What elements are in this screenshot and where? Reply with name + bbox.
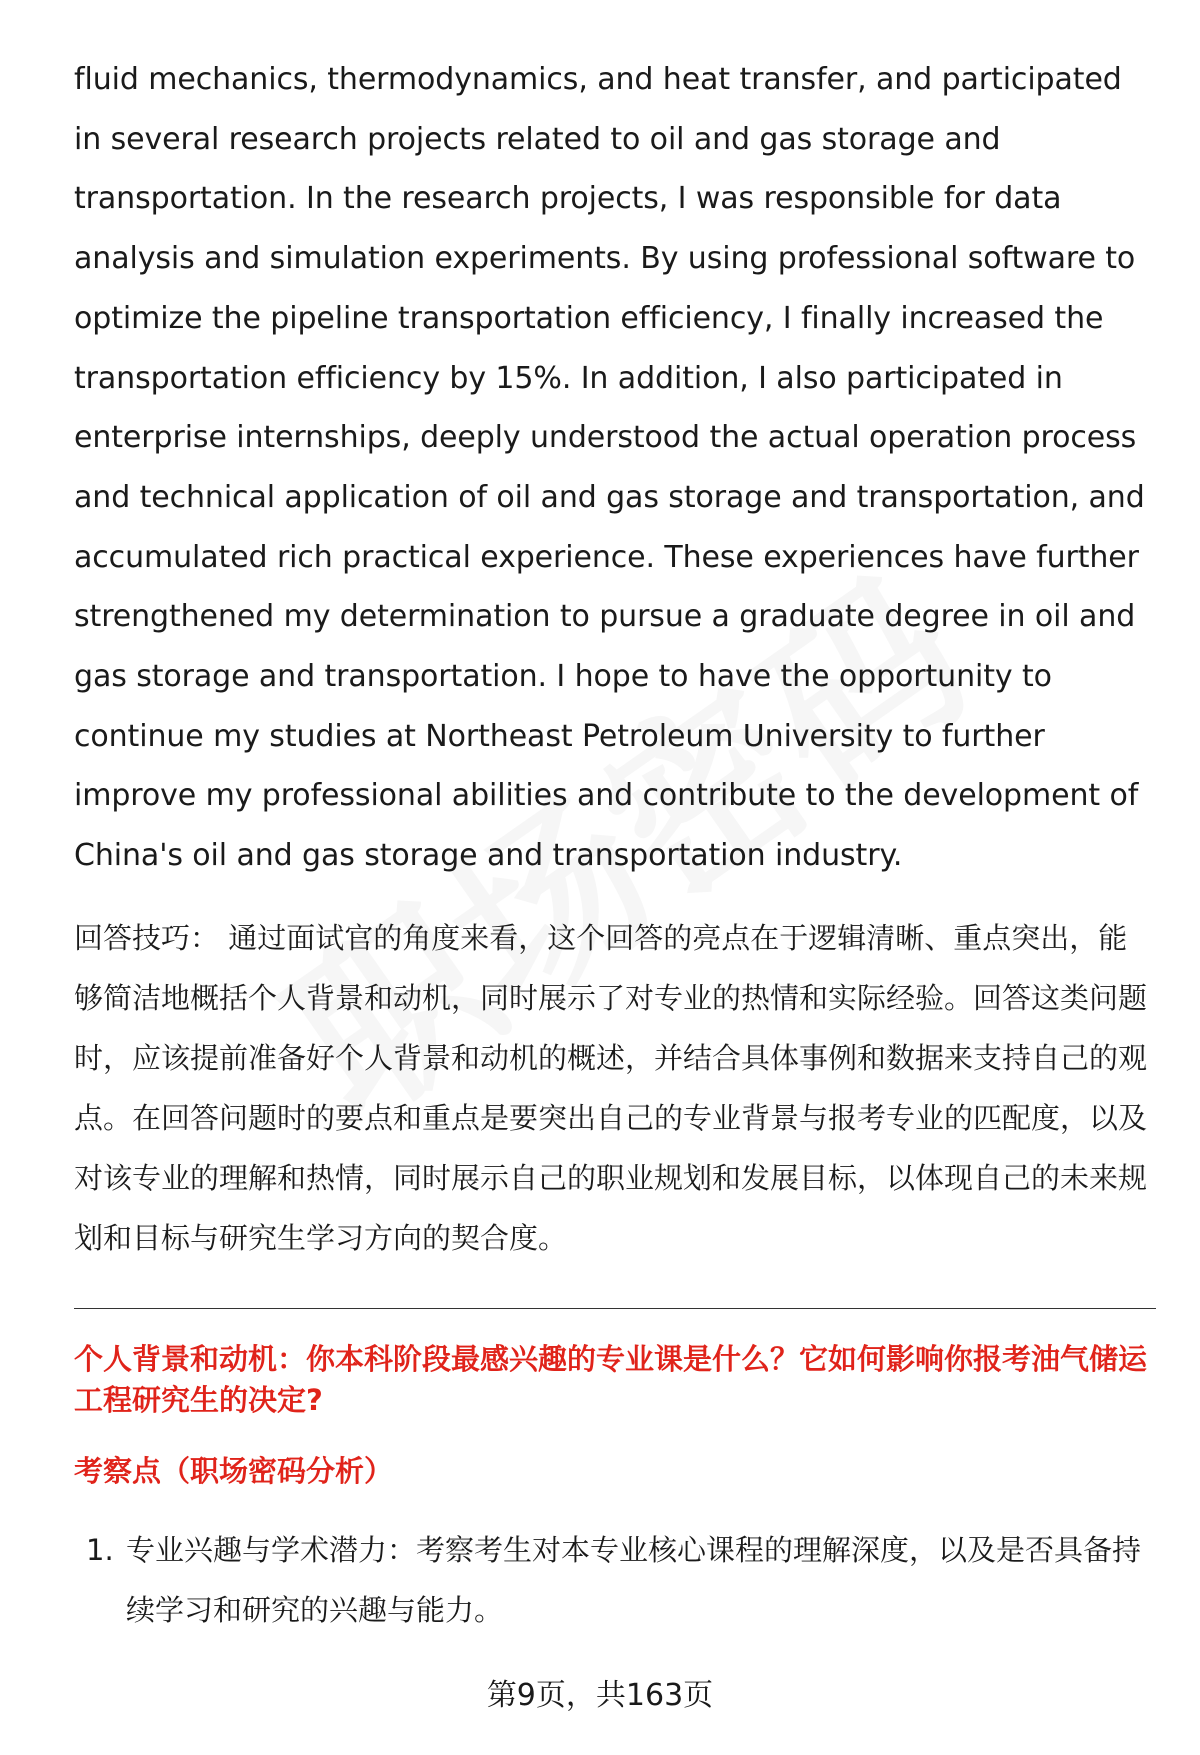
list-item-text: 专业兴趣与学术潜力：考察考生对本专业核心课程的理解深度，以及是否具备持续学习和研究的兴趣与能力。 [126,1532,1142,1627]
page-number-footer: 第9页，共163页 [486,1678,714,1713]
question-heading: 个人背景和动机：你本科阶段最感兴趣的专业课是什么？它如何影响你报考油气储运工程研究生的决定? [74,1341,1148,1417]
assessment-points-heading: 考察点（职场密码分析） [74,1453,394,1488]
list-item-number: 1. [86,1532,114,1567]
answer-tips-paragraph: 回答技巧： 通过面试官的角度来看，这个回答的亮点在于逻辑清晰、重点突出，能够简洁地概括个人背景和动机，同时展示了对专业的热情和实际经验。回答这类问题时，应该提前准备好个人背景和动机的概述，并结合具体事例和数据来支持自己的观点。在回答问题时的要点和重点是要突出自己的专业背景与报考专业的匹配度，以及对该专业的理解和热情，同时展示自己的职业规划和发展目标，以体现自己的未来规划和目标与研究生学习方向的契合度。 [74,920,1148,1255]
section-divider [74,1308,1156,1309]
list-item [74,1520,1156,1640]
english-answer-paragraph: fluid mechanics, thermodynamics, and heat transfer, and participated in several research projects related to oil and gas storage and transportation. In the research projects, I was responsible for data analysis and simulation experiments. By using professional software to optimize the pipeline transportation efficiency, I finally increased the transportation efficiency by 15%. In addition, I also participated in enterprise internships, deeply understood the actual operation process and technical application of oil and gas storage and transportation, and accumulated rich practical experience. These experiences have further strengthened my determination to pursue a graduate degree in oil and gas storage and transportation. I hope to have the opportunity to continue my studies at Northeast Petroleum University to further improve my professional abilities and contribute to the development of China's oil and gas storage and transportation industry. [74,62,1145,874]
assessment-points-list [74,1520,1156,1640]
document-page [74,50,1156,1640]
